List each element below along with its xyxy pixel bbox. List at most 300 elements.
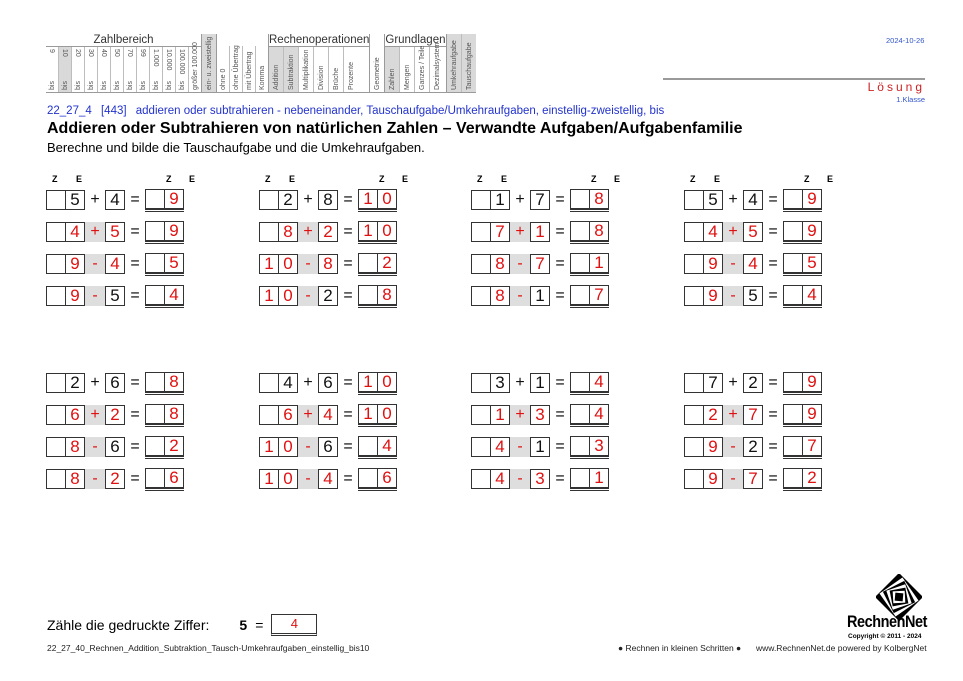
classification-grid [46,34,476,93]
equation-row [684,435,844,459]
result-digit-box[interactable] [358,468,378,488]
digit-box [46,190,66,210]
result-digit-box[interactable]: 1 [589,468,609,488]
equation-row [46,371,206,395]
equation-row [259,284,419,308]
equation-row [46,284,206,308]
range-value: 1.000 [152,49,159,67]
result-digit-box[interactable]: 4 [377,436,397,456]
digit-box[interactable]: 9 [703,437,723,457]
digit-box[interactable] [259,222,279,242]
operator[interactable]: + [85,222,105,242]
digit-box[interactable]: 4 [490,469,510,489]
equation-row [471,403,631,427]
operand-a [259,405,298,425]
result-digit-box[interactable]: 5 [802,253,822,273]
result-digit-box[interactable]: 9 [802,189,822,209]
operator[interactable]: - [723,437,743,457]
result-digit-box[interactable]: 6 [377,468,397,488]
operator[interactable]: + [298,222,318,242]
digit-box[interactable]: 1 [259,286,279,306]
column-label-e: E [501,174,508,184]
digit-box[interactable] [684,254,704,274]
grid-cell-label: Prozente [348,61,355,90]
grid-cell-range [149,47,162,92]
digit-box: 3 [490,373,510,393]
operand-b-box[interactable]: 5 [105,222,125,242]
range-value: 100.000 [178,49,185,75]
column-label-e: E [614,174,621,184]
result [783,436,822,459]
operand-b-box[interactable]: 4 [743,254,763,274]
grid-cell-label: Tauschaufgabe [465,42,473,90]
footer-filename: 22_27_40_Rechnen_Addition_Subtraktion_Tausch-Umkehraufgaben_einstellig_bis10 [47,643,370,653]
grid-cell-label: Dezimalsystem [434,42,442,90]
operand-b-box[interactable]: 4 [318,405,338,425]
digit-box[interactable] [46,437,66,457]
result-digit-box[interactable] [358,285,378,305]
digit-box[interactable]: 0 [278,437,298,457]
digit-box[interactable] [46,286,66,306]
operand-a [46,373,85,393]
grid-cell-range [58,47,71,92]
result-digit-box[interactable] [783,372,803,392]
operand-b-box[interactable]: 4 [105,254,125,274]
digit-box[interactable]: 4 [703,222,723,242]
operator[interactable]: - [298,437,318,457]
operator[interactable]: - [85,286,105,306]
range-value: 30 [87,49,94,57]
operand-b-box[interactable]: 2 [318,222,338,242]
digit-box: 2 [278,190,298,210]
equation-row [259,252,419,276]
result [783,285,822,308]
digit-box[interactable]: 9 [703,286,723,306]
operator[interactable]: - [85,437,105,457]
result-digit-box[interactable] [145,404,165,424]
result-digit-box[interactable]: 0 [377,372,397,392]
grid-cell [429,42,444,92]
column-label-e: E [76,174,83,184]
equals-sign: = [130,438,140,455]
operand-b-box[interactable]: 7 [743,469,763,489]
zahlbereich-cells [46,42,201,92]
range-value: 10.000 [165,49,172,71]
operator[interactable]: - [510,254,530,274]
equals-sign: = [343,470,353,487]
grid-cell-label: Komma [259,65,266,90]
exercise-block [684,371,844,499]
digit-box[interactable]: 8 [65,437,85,457]
digit-box[interactable] [471,469,491,489]
digit-box[interactable]: 2 [703,405,723,425]
operand-b-box[interactable]: 5 [105,286,125,306]
equation-row [259,220,419,244]
count-task-answer-box[interactable]: 4 [271,614,317,636]
result-digit-box[interactable]: 9 [164,221,184,241]
digit-box[interactable] [46,254,66,274]
operand-b-box[interactable]: 4 [318,469,338,489]
result-digit-box[interactable]: 3 [589,436,609,456]
operand-b-box[interactable]: 2 [318,286,338,306]
range-value: 40 [100,49,107,57]
operand-a [684,373,723,393]
equals-sign: = [343,223,353,240]
operator[interactable]: - [85,254,105,274]
result [358,189,397,212]
equation-row [471,188,631,212]
grid-cell [269,47,283,92]
column-label-z: Z [804,174,810,184]
grid-cell [461,34,476,92]
grid-cell [313,47,328,92]
equation-row [684,403,844,427]
range-prefix: bis [114,81,121,90]
result-digit-box[interactable]: 0 [377,189,397,209]
result-digit-box[interactable] [145,372,165,392]
digit-box: 4 [278,373,298,393]
digit-box[interactable]: 6 [65,405,85,425]
operand-b-box[interactable]: 6 [105,437,125,457]
result-digit-box[interactable] [570,189,590,209]
digit-box[interactable]: 7 [490,222,510,242]
result-digit-box[interactable] [783,285,803,305]
result-digit-box[interactable]: 9 [164,189,184,209]
column-header [684,174,844,188]
equals-sign: = [768,255,778,272]
result-digit-box[interactable]: 1 [358,189,378,209]
result-digit-box[interactable]: 1 [358,404,378,424]
digit-box[interactable] [46,469,66,489]
operand-b-box[interactable]: 2 [105,405,125,425]
equation-row [471,252,631,276]
equation-row [46,220,206,244]
operator[interactable]: + [85,405,105,425]
column-header [259,174,419,188]
operand-a [471,286,510,306]
digit-box[interactable]: 1 [490,405,510,425]
equals-sign: = [768,223,778,240]
column-label-z: Z [690,174,696,184]
result-digit-box[interactable] [783,468,803,488]
operator: + [90,374,100,391]
digit-box[interactable] [471,254,491,274]
result-digit-box[interactable]: 7 [589,285,609,305]
result-digit-box[interactable]: 8 [377,285,397,305]
digit-box[interactable] [471,286,491,306]
digit-box[interactable]: 4 [490,437,510,457]
range-value: 9 [48,49,55,53]
extra-cells [447,34,476,92]
operand-b-box: 8 [318,190,338,210]
result [145,372,184,395]
operand-b-box[interactable]: 3 [530,405,550,425]
result-digit-box[interactable]: 0 [377,404,397,424]
digit-box[interactable] [46,222,66,242]
operator[interactable]: + [510,405,530,425]
digit-box[interactable]: 9 [703,254,723,274]
result [570,253,609,276]
digit-box[interactable] [684,405,704,425]
result-digit-box[interactable]: 1 [358,372,378,392]
result [145,253,184,276]
equals-sign: = [555,438,565,455]
result-digit-box[interactable]: 8 [164,404,184,424]
digit-box[interactable] [471,222,491,242]
grid-cell-label: ohne 0 [220,68,227,90]
digit-box[interactable] [471,437,491,457]
result [145,285,184,308]
operator: + [515,191,525,208]
result-digit-box[interactable]: 8 [589,189,609,209]
digit-box [471,190,491,210]
result-digit-box[interactable] [358,436,378,456]
result-digit-box[interactable]: 5 [164,253,184,273]
result-digit-box[interactable]: 2 [377,253,397,273]
operator[interactable]: - [298,254,318,274]
result-digit-box[interactable] [570,372,590,392]
result-digit-box[interactable] [145,253,165,273]
group-title-grundlagen: Grundlagen [385,34,446,46]
operand-b-box[interactable]: 5 [743,286,763,306]
grid-cell [229,46,242,92]
equation-row [684,371,844,395]
result [145,468,184,491]
exercise-block [46,174,206,316]
result-digit-box[interactable] [145,189,165,209]
equals-sign: = [343,287,353,304]
result-digit-box[interactable]: 4 [589,372,609,392]
result-digit-box[interactable] [145,436,165,456]
result-digit-box[interactable] [145,285,165,305]
group-extra [446,34,476,92]
digit-box[interactable] [684,437,704,457]
digit-box[interactable] [684,286,704,306]
digit-box[interactable]: 8 [278,222,298,242]
digit-box[interactable]: 9 [65,286,85,306]
result-digit-box[interactable] [783,436,803,456]
equals-sign: = [555,223,565,240]
result-digit-box[interactable] [570,404,590,424]
grid-cell [328,47,343,92]
digit-box[interactable]: 4 [65,222,85,242]
grid-cell-label: Ganzes / Teile [419,45,427,90]
result [145,436,184,459]
equals-sign: = [768,287,778,304]
range-prefix: bis [49,81,56,90]
equation-row [684,252,844,276]
operator[interactable]: - [510,469,530,489]
result-digit-box[interactable] [570,468,590,488]
digit-box[interactable] [471,405,491,425]
equals-sign: = [343,406,353,423]
grid-cell-range [136,47,149,92]
digit-box[interactable] [684,469,704,489]
result [145,221,184,244]
result-digit-box[interactable]: 0 [377,221,397,241]
equation-row [684,467,844,491]
grid-cell [385,47,399,92]
operand-b-box[interactable]: 1 [530,437,550,457]
digit-box[interactable]: 8 [490,254,510,274]
result-digit-box[interactable]: 4 [802,285,822,305]
operator[interactable]: + [723,222,743,242]
digit-box[interactable]: 9 [65,254,85,274]
footer-copyright: Copyright © 2011 - 2024 [848,633,922,640]
operand-b-box[interactable]: 1 [530,222,550,242]
grid-cell [414,47,429,92]
result [358,372,397,395]
result [358,285,397,308]
operand-a [471,469,510,489]
operand-b-box: 2 [743,373,763,393]
digit-box[interactable]: 1 [259,437,279,457]
result-digit-box[interactable]: 8 [589,221,609,241]
date-label: 2024-10-26 [886,36,925,45]
digit-box[interactable]: 1 [259,469,279,489]
instruction-text: Berechne und bilde die Tauschaufgabe und die Umkehraufgaben. [47,140,425,155]
operand-a [46,222,85,242]
grid-cell-label: ein- u. zweistellig [206,36,213,90]
result [570,436,609,459]
operand-a [259,286,298,306]
operand-a [684,222,723,242]
digit-box[interactable] [259,405,279,425]
result-digit-box[interactable]: 1 [589,253,609,273]
equation-row [471,220,631,244]
operator[interactable]: + [723,405,743,425]
column-label-e: E [827,174,834,184]
operand-a [259,254,298,274]
result-digit-box[interactable]: 9 [802,404,822,424]
digit-box[interactable] [46,405,66,425]
operand-b-box[interactable]: 3 [530,469,550,489]
equation-row [259,435,419,459]
operator[interactable]: - [723,286,743,306]
result-digit-box[interactable] [570,436,590,456]
grid-cell [370,46,384,92]
result-digit-box[interactable]: 9 [802,221,822,241]
group-grundlagen [384,34,445,92]
result-digit-box[interactable] [145,468,165,488]
digit-box[interactable]: 0 [278,286,298,306]
result-digit-box[interactable] [570,253,590,273]
result-digit-box[interactable]: 2 [802,468,822,488]
digit-box[interactable]: 6 [278,405,298,425]
range-prefix: bis [140,81,147,90]
operator[interactable]: + [298,405,318,425]
result-digit-box[interactable]: 4 [164,285,184,305]
group-zahlbereich [46,34,201,92]
result-digit-box[interactable] [570,285,590,305]
operand-b-box: 6 [318,373,338,393]
operator[interactable]: - [510,286,530,306]
rechenoperationen-cells [269,47,369,92]
grid-cell-range [97,47,110,92]
result [570,221,609,244]
operand-b-box[interactable]: 7 [743,405,763,425]
result [570,404,609,427]
digit-box: 2 [65,373,85,393]
result [783,189,822,212]
result-digit-box[interactable] [145,221,165,241]
equals-sign: = [768,470,778,487]
footer-brand: RechnenNet [847,612,928,631]
equation-row [259,403,419,427]
result-digit-box[interactable] [358,253,378,273]
operand-b-box[interactable]: 8 [318,254,338,274]
result-digit-box[interactable] [570,221,590,241]
result [783,404,822,427]
result-digit-box[interactable] [783,221,803,241]
operand-b-box[interactable]: 1 [530,286,550,306]
digit-box[interactable]: 9 [703,469,723,489]
equation-row [46,435,206,459]
result-digit-box[interactable] [783,189,803,209]
operand-a [471,222,510,242]
column-label-z: Z [52,174,58,184]
operator[interactable]: - [723,469,743,489]
result-digit-box[interactable]: 9 [802,372,822,392]
operand-a [46,469,85,489]
count-task-label: Zähle die gedruckte Ziffer: [47,617,210,633]
result-digit-box[interactable] [783,404,803,424]
digit-box: 5 [65,190,85,210]
digit-box[interactable]: 0 [278,254,298,274]
result-digit-box[interactable]: 1 [358,221,378,241]
grundlagen-cells [385,42,445,92]
result [358,468,397,491]
operand-b-box[interactable]: 5 [743,222,763,242]
operator[interactable]: - [510,437,530,457]
digit-box: 5 [703,190,723,210]
footer-site-link[interactable]: www.RechnenNet.de powered by KolbergNet [756,643,927,653]
equals-sign: = [555,287,565,304]
result-digit-box[interactable]: 8 [164,372,184,392]
operand-b-box[interactable]: 2 [743,437,763,457]
digit-box[interactable]: 1 [259,254,279,274]
operand-b-box[interactable]: 2 [105,469,125,489]
equation-row [46,252,206,276]
operator[interactable]: - [85,469,105,489]
worksheet-id: [443] [100,105,127,117]
result [145,189,184,212]
digit-box: 7 [703,373,723,393]
digit-box[interactable]: 0 [278,469,298,489]
result-digit-box[interactable]: 7 [802,436,822,456]
digit-box[interactable] [684,222,704,242]
group-title-rechenoperationen: Rechenoperationen [269,34,370,46]
digit-box[interactable]: 8 [65,469,85,489]
result-digit-box[interactable]: 6 [164,468,184,488]
operand-b-box[interactable]: 7 [530,254,550,274]
operand-b-box[interactable]: 6 [318,437,338,457]
operand-b-box: 1 [530,373,550,393]
operator[interactable]: - [298,469,318,489]
result-digit-box[interactable]: 4 [589,404,609,424]
operand-a [46,437,85,457]
grid-cell-range [162,47,175,92]
column-label-z: Z [265,174,271,184]
grid-cell [217,46,229,92]
result-digit-box[interactable]: 2 [164,436,184,456]
operator[interactable]: - [723,254,743,274]
operator[interactable]: + [510,222,530,242]
result-digit-box[interactable] [783,253,803,273]
operator[interactable]: - [298,286,318,306]
result [783,253,822,276]
digit-box[interactable]: 8 [490,286,510,306]
